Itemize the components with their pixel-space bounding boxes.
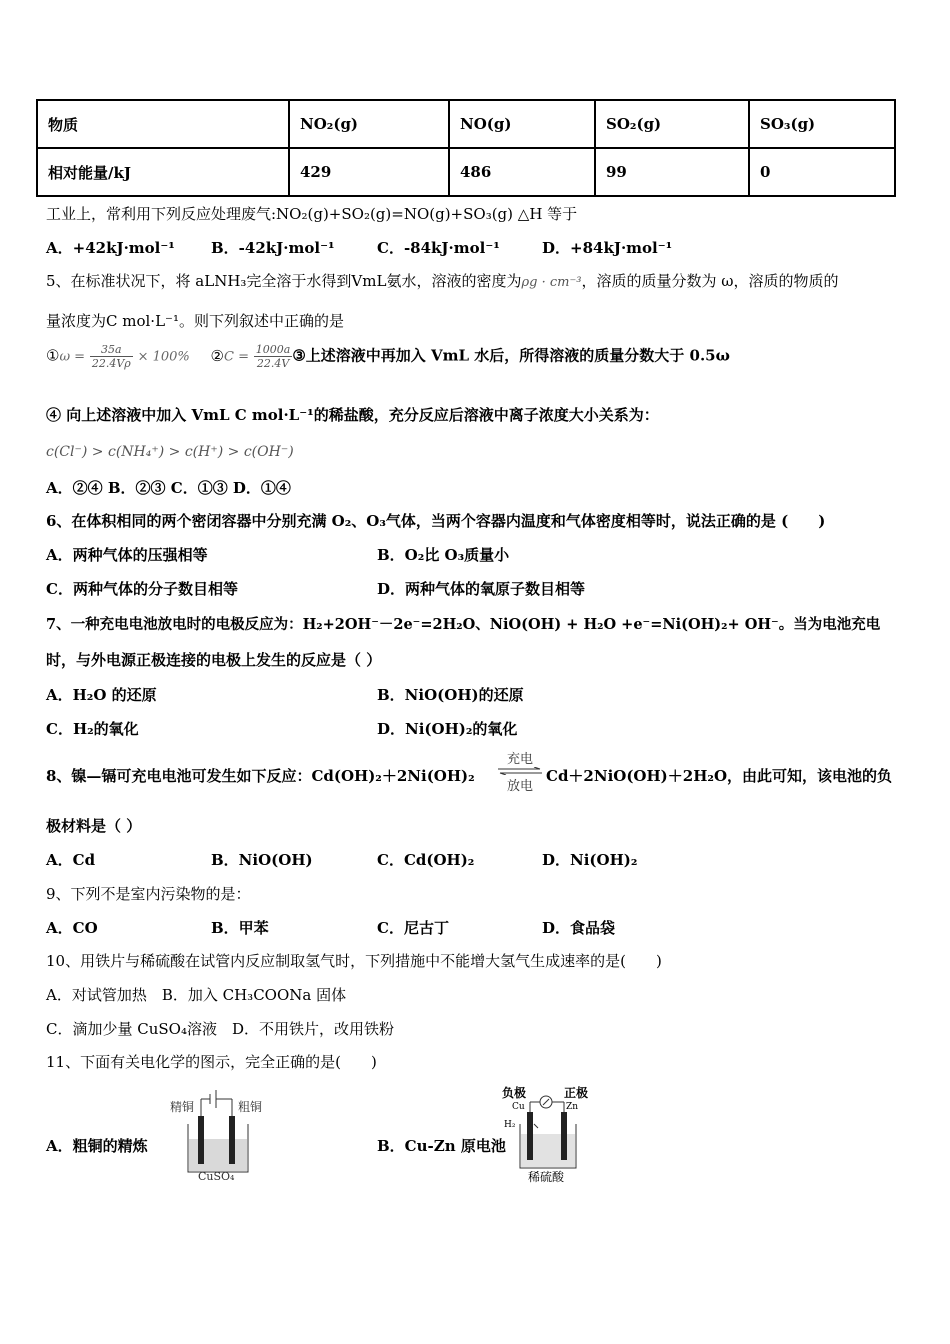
q5-options: A．②④ B．②③ C．①③ D．①④ [46, 479, 291, 497]
table-header-cell: SO₂(g) [595, 100, 749, 148]
q4-option-a: A．+42kJ·mol⁻¹ [46, 239, 175, 257]
q6-option-a: A．两种气体的压强相等 [46, 546, 208, 564]
q7-option-c: C．H₂的氧化 [46, 720, 139, 738]
q5-line2: 量浓度为C mol·L⁻¹。则下列叙述中正确的是 [46, 312, 344, 330]
q5-item2-label: ② [210, 346, 224, 365]
q7-line1: 7、一种充电电池放电时的电极反应为：H₂+2OH⁻－2e⁻=2H₂O、NiO(OH) + H₂O +e⁻=Ni(OH)₂+ OH⁻。当为电池充电 [46, 616, 881, 633]
fraction-numerator: 35a [90, 343, 133, 357]
table-cell: 0 [749, 148, 895, 196]
q10-options-ab: A．对试管加热 B．加入 CH₃COONa 固体 [46, 986, 347, 1004]
q5-line1 [46, 270, 839, 291]
q6-stem: 6、在体积相同的两个密闭容器中分别充满 O₂、O₃气体，当两个容器内温度和气体密度相等时，说法正确的是 ( ) [46, 512, 826, 530]
fig-b-gas-label: H₂ [504, 1120, 516, 1130]
q5-item1-tail: × 100% [137, 349, 190, 365]
q8-arrow-top-label: 充电 [506, 752, 533, 767]
table-cell: 486 [449, 148, 595, 196]
q8-option-d: D．Ni(OH)₂ [542, 851, 638, 869]
fig-b-pos-label: 正极 [564, 1086, 589, 1100]
table-header-cell: 物质 [37, 100, 289, 148]
q4-option-b: B．-42kJ·mol⁻¹ [211, 239, 335, 257]
table-header-cell: NO(g) [449, 100, 595, 148]
q4-option-d: D．+84kJ·mol⁻¹ [542, 239, 673, 257]
q9-stem: 9、下列不是室内污染物的是： [46, 885, 251, 903]
fig-a-left-label: 精铜 [170, 1100, 195, 1114]
table-row [37, 148, 895, 196]
q8-line1-left: 8、镍—镉可充电电池可发生如下反应：Cd(OH)₂＋2Ni(OH)₂ [46, 767, 475, 785]
q5-item2-lhs: C = [224, 349, 249, 365]
q5-item4: ④ 向上述溶液中加入 VmL C mol·L⁻¹的稀盐酸，充分反应后溶液中离子浓度大小关系为： [46, 406, 659, 424]
q5-line1-text: 5、在标准状况下，将 aLNH₃完全溶于水得到VmL氨水，溶液的密度为 [46, 272, 522, 290]
table-header-cell: SO₃(g) [749, 100, 895, 148]
q5-items-line [46, 343, 730, 370]
q5-inequality: c(Cl⁻) > c(NH₄⁺) > c(H⁺) > c(OH⁻) [46, 444, 294, 460]
fraction-numerator: 1000a [255, 343, 291, 356]
fraction-denominator: 22.4V [256, 357, 290, 370]
q5-density-unit: ρg · cm⁻³ [521, 275, 582, 290]
q9-option-d: D．食品袋 [542, 919, 616, 937]
table-cell: 99 [595, 148, 749, 196]
q11-stem: 11、下面有关电化学的图示，完全正确的是( ) [46, 1053, 377, 1071]
q8-option-a: A．Cd [46, 851, 96, 869]
q5-item1-label: ① [46, 346, 60, 365]
energy-table [36, 99, 896, 197]
q11-option-a: A．粗铜的精炼 [46, 1137, 148, 1155]
table-header-row [37, 100, 895, 148]
q9-option-a: A．CO [46, 919, 98, 937]
fraction-denominator: 22.4Vρ [91, 357, 131, 370]
q7-option-d: D．Ni(OH)₂的氧化 [377, 720, 518, 738]
q5-item1-lhs: ω = [59, 349, 86, 365]
q9-option-c: C．尼古丁 [377, 919, 449, 937]
figure-copper-refining [168, 1084, 278, 1184]
q5-item3: ③上述溶液中再加入 VmL 水后，所得溶液的质量分数大于 0.5ω [292, 346, 730, 365]
q11-option-b: B．Cu-Zn 原电池 [377, 1137, 506, 1155]
q10-stem: 10、用铁片与稀硫酸在试管内反应制取氢气时，下列措施中不能增大氢气生成速率的是( ) [46, 952, 662, 970]
q4-stem: 工业上，常利用下列反应处理废气:NO₂(g)+SO₂(g)=NO(g)+SO₃(g) △H 等于 [46, 205, 578, 223]
table-row-label: 相对能量/kJ [37, 148, 289, 196]
q8-arrow-bottom-label: 放电 [506, 779, 533, 794]
q8-reversible-arrow [496, 748, 544, 794]
q8-line2: 极材料是（ ） [46, 817, 142, 835]
q7-option-b: B．NiO(OH)的还原 [377, 686, 524, 704]
q9-option-b: B．甲苯 [211, 919, 269, 937]
fig-b-right-metal: Zn [566, 1102, 579, 1112]
q7-line2: 时，与外电源正极连接的电极上发生的反应是（ ） [46, 651, 382, 669]
figure-cu-zn-cell [498, 1082, 608, 1186]
fig-b-left-metal: Cu [512, 1102, 525, 1112]
q5-item2-fraction [254, 343, 293, 370]
q8-line1-right: Cd＋2NiO(OH)＋2H₂O，由此可知，该电池的负 [546, 767, 893, 785]
q6-option-d: D．两种气体的氧原子数目相等 [377, 580, 586, 598]
q6-option-b: B．O₂比 O₃质量小 [377, 546, 510, 564]
table-header-cell: NO₂(g) [289, 100, 449, 148]
fig-a-right-label: 粗铜 [238, 1100, 263, 1114]
q4-option-c: C．-84kJ·mol⁻¹ [377, 239, 500, 257]
table-cell: 429 [289, 148, 449, 196]
fig-b-neg-label: 负极 [502, 1086, 527, 1100]
fig-b-bottom-label: 稀硫酸 [528, 1170, 565, 1184]
q7-option-a: A．H₂O 的还原 [46, 686, 157, 704]
q5-item1-fraction [90, 343, 133, 370]
q10-options-cd: C．滴加少量 CuSO₄溶液 D．不用铁片，改用铁粉 [46, 1020, 394, 1038]
q6-option-c: C．两种气体的分子数目相等 [46, 580, 238, 598]
reversible-arrow-icon [496, 767, 544, 775]
q8-option-c: C．Cd(OH)₂ [377, 851, 475, 869]
q8-option-b: B．NiO(OH) [211, 851, 313, 869]
q5-line1-end: ，溶质的质量分数为 ω，溶质的物质的 [581, 272, 839, 290]
fig-a-bottom-label: CuSO₄ [198, 1170, 235, 1183]
